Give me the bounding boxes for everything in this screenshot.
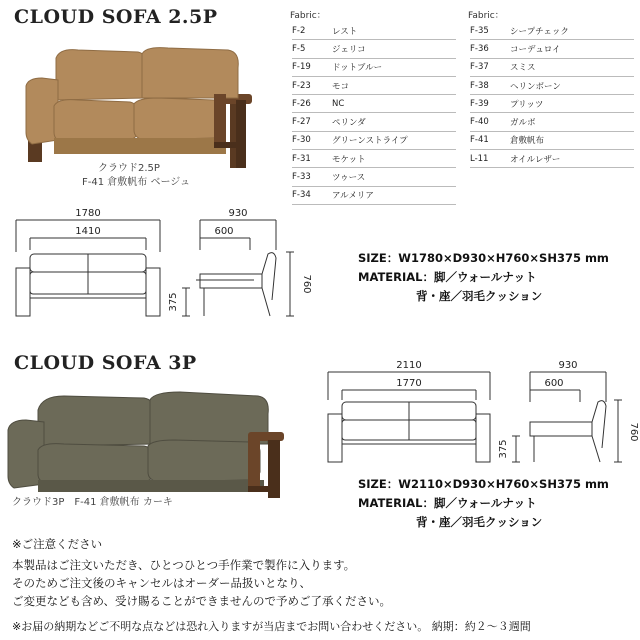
fabric-name: モケット <box>332 150 456 168</box>
fabric-name: シープチェック <box>510 22 634 40</box>
fabric-code: F-39 <box>470 95 510 113</box>
fabric-code: F-23 <box>292 76 332 94</box>
sofa1-seat-height-label: 375 <box>168 292 179 312</box>
sofa1-seat-depth-label: 600 <box>214 226 234 237</box>
fabric-name: コーデュロイ <box>510 40 634 58</box>
sofa1-illustration <box>26 48 252 168</box>
fabric-code: F-40 <box>470 113 510 131</box>
fabric-row <box>292 40 456 58</box>
sofa2-material: MATERIAL：脚／ウォールナット <box>358 496 537 510</box>
fabric-name: プリッツ <box>510 95 634 113</box>
fabric-name: グリーンストライプ <box>332 131 456 149</box>
sofa1-seat-width-label: 1410 <box>75 226 101 237</box>
fabric-name: スミス <box>510 58 634 76</box>
sofa1-width-label: 1780 <box>75 208 101 219</box>
fabric-heading-right: Fabric： <box>468 11 504 21</box>
sofa2-width-label: 2110 <box>396 360 422 371</box>
sofa2-seat-height-label: 375 <box>498 439 509 459</box>
notes-line-1: 本製品はご注文いただき、ひとつひとつ手作業で製作に入ります。 <box>12 558 356 572</box>
sofa2-seat-depth-label: 600 <box>544 378 564 389</box>
fabric-code: F-2 <box>292 22 332 40</box>
fabric-name: ドットブルー <box>332 58 456 76</box>
fabric-code: F-31 <box>292 150 332 168</box>
notes-footer: ※お届の納期などご不明な点などは恐れ入りますが当店までお問い合わせください。 納期：約２～３週間 <box>12 620 531 633</box>
sofa2-depth-label: 930 <box>558 360 578 371</box>
sofa2-spec <box>358 475 609 532</box>
sofa1-caption-fabric: F-41 倉敷帆布 ベージュ <box>82 177 191 188</box>
fabric-code: F-26 <box>292 95 332 113</box>
fabric-name: ツゥース <box>332 168 456 186</box>
sofa2-illustration <box>8 392 284 498</box>
fabric-code: F-41 <box>470 131 510 149</box>
notes <box>12 535 391 610</box>
fabric-code: F-36 <box>470 40 510 58</box>
sofa1-spec <box>358 249 609 306</box>
fabric-code: F-5 <box>292 40 332 58</box>
fabric-code: F-19 <box>292 58 332 76</box>
sofa1-dimension-drawing <box>0 200 320 330</box>
sofa1-material-2: 背・座／羽毛クッション <box>416 289 543 303</box>
fabric-row <box>470 113 634 131</box>
fabric-list-right <box>470 22 634 168</box>
fabric-heading-left: Fabric： <box>290 11 326 21</box>
sofa2-size: SIZE：W2110×D930×H760×SH375 mm <box>358 477 609 491</box>
fabric-row <box>470 76 634 94</box>
fabric-name: モコ <box>332 76 456 94</box>
fabric-name: ヘリンボーン <box>510 76 634 94</box>
fabric-code: F-30 <box>292 131 332 149</box>
fabric-code: F-34 <box>292 186 332 204</box>
fabric-row <box>470 131 634 149</box>
fabric-row <box>292 58 456 76</box>
sofa1-height-label: 760 <box>301 274 312 294</box>
fabric-row <box>470 58 634 76</box>
sofa2-material-2: 背・座／羽毛クッション <box>416 515 543 529</box>
fabric-name: オイルレザー <box>510 150 634 168</box>
sofa2-photo <box>4 388 294 498</box>
fabric-name: NC <box>332 95 456 113</box>
sofa1-title: CLOUD SOFA 2.5P <box>14 6 218 28</box>
sofa1-photo <box>18 40 262 170</box>
fabric-row <box>292 113 456 131</box>
sofa1-depth-label: 930 <box>228 208 248 219</box>
fabric-name: 倉敷帆布 <box>510 131 634 149</box>
fabric-row <box>292 131 456 149</box>
fabric-row <box>470 95 634 113</box>
sofa1-size: SIZE：W1780×D930×H760×SH375 mm <box>358 251 609 265</box>
sofa1-caption <box>82 162 190 190</box>
sofa1-material: MATERIAL：脚／ウォールナット <box>358 270 537 284</box>
fabric-row <box>470 22 634 40</box>
notes-line-2: そのためご注文後のキャンセルはオーダー品扱いとなり、 <box>12 576 311 590</box>
fabric-code: F-38 <box>470 76 510 94</box>
notes-line-3: ご変更なども含め、受け賜ることができませんので予めご了承ください。 <box>12 594 392 608</box>
sofa2-height-label: 760 <box>628 422 639 442</box>
fabric-row <box>292 168 456 186</box>
fabric-name: アルメリア <box>332 186 456 204</box>
fabric-name: ペリンダ <box>332 113 456 131</box>
fabric-list-left <box>292 22 456 205</box>
fabric-row <box>470 40 634 58</box>
notes-heading: ※ご注意ください <box>12 537 103 551</box>
sofa2-title: CLOUD SOFA 3P <box>14 352 197 374</box>
sofa1-caption-model: クラウド2.5P <box>98 163 160 174</box>
fabric-code: F-35 <box>470 22 510 40</box>
fabric-row <box>470 150 634 168</box>
sofa2-caption: クラウド3P F-41 倉敷帆布 カーキ <box>12 497 173 508</box>
fabric-row <box>292 150 456 168</box>
sofa2-seat-width-label: 1770 <box>396 378 422 389</box>
fabric-code: F-37 <box>470 58 510 76</box>
fabric-code: L-11 <box>470 150 510 168</box>
fabric-row <box>292 22 456 40</box>
fabric-code: F-27 <box>292 113 332 131</box>
fabric-name: ガルボ <box>510 113 634 131</box>
fabric-name: ジェリコ <box>332 40 456 58</box>
fabric-row <box>292 76 456 94</box>
sofa2-dimension-drawing <box>318 352 640 472</box>
fabric-code: F-33 <box>292 168 332 186</box>
fabric-name: レスト <box>332 22 456 40</box>
fabric-row <box>292 95 456 113</box>
